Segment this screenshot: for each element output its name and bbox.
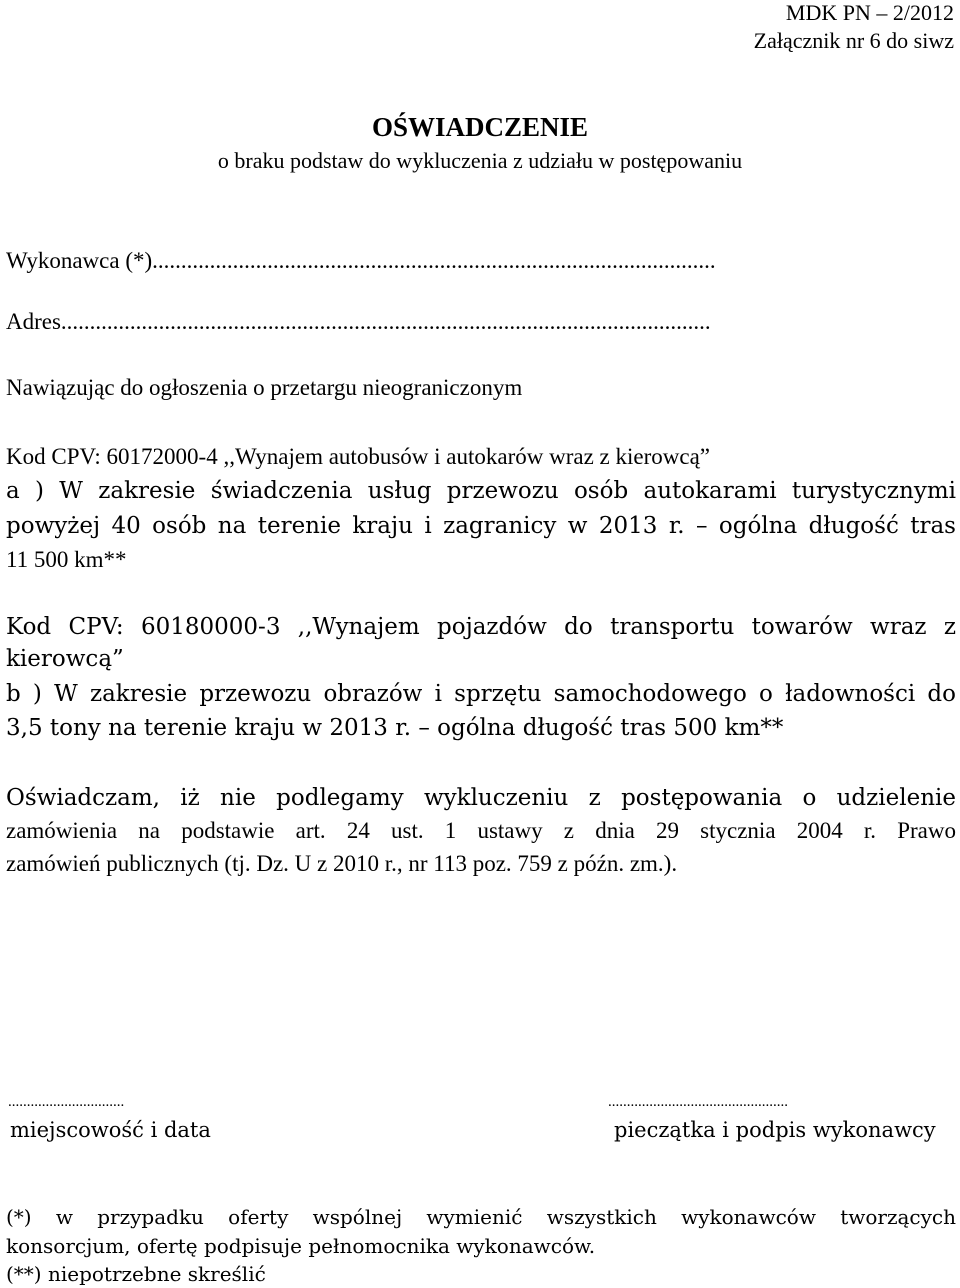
section-b-line-1: b ) W zakresie przewozu obrazów i sprzętu samochodowego o ładowności do [6,681,956,707]
signature-dots: ................................................ [608,1094,788,1110]
section-b-cpv-2: kierowcą” [6,646,124,672]
declaration-line-1: Oświadczam, iż nie podlegamy wykluczeniu z postępowania o udzielenie [6,785,956,811]
footnote-1-line-1: (*) w przypadku oferty wspólnej wymienić wszystkich wykonawców tworzących [6,1205,956,1229]
declaration-line-3: zamówień publicznych (tj. Dz. U z 2010 r., nr 113 poz. 759 z późn. zm.). [6,851,678,876]
section-a-line-2: powyżej 40 osób na terenie kraju i zagranicy w 2013 r. – ogólna długość tras [6,513,956,539]
place-date-label: miejscowość i data [10,1118,211,1142]
document-subtitle: o braku podstaw do wykluczenia z udziału w postępowaniu [217,148,743,173]
signature-label: pieczątka i podpis wykonawcy [614,1118,936,1142]
section-a-line-3: 11 500 km** [6,547,127,572]
document-reference: MDK PN – 2/2012 [785,0,954,25]
footnote-2: (**) niepotrzebne skreślić [6,1262,266,1286]
section-a-line-1: a ) W zakresie świadczenia usług przewozu osób autokarami turystycznymi [6,478,956,504]
attachment-label: Załącznik nr 6 do siwz [753,28,954,53]
section-b-line-2: 3,5 tony na terenie kraju w 2013 r. – ogólna długość tras 500 km** [6,715,784,741]
declaration-line-2: zamówienia na podstawie art. 24 ust. 1 ustawy z dnia 29 stycznia 2004 r. Prawo [6,818,956,843]
address-field: Adres................................................................................................................. [6,309,711,334]
section-b-cpv-1: Kod CPV: 60180000-3 ,,Wynajem pojazdów do transportu towarów wraz z [6,614,956,640]
place-date-dots: ............................... [8,1094,125,1110]
intro-text: Nawiązując do ogłoszenia o przetargu nieograniczonym [6,375,523,400]
footnote-1-line-2: konsorcjum, ofertę podpisuje pełnomocnika wykonawców. [6,1234,596,1258]
contractor-field: Wykonawca (*).................................................................................................. [6,248,716,273]
document-title: OŚWIADCZENIE [371,112,589,142]
section-a-cpv: Kod CPV: 60172000-4 ,,Wynajem autobusów i autokarów wraz z kierowcą” [6,444,710,469]
